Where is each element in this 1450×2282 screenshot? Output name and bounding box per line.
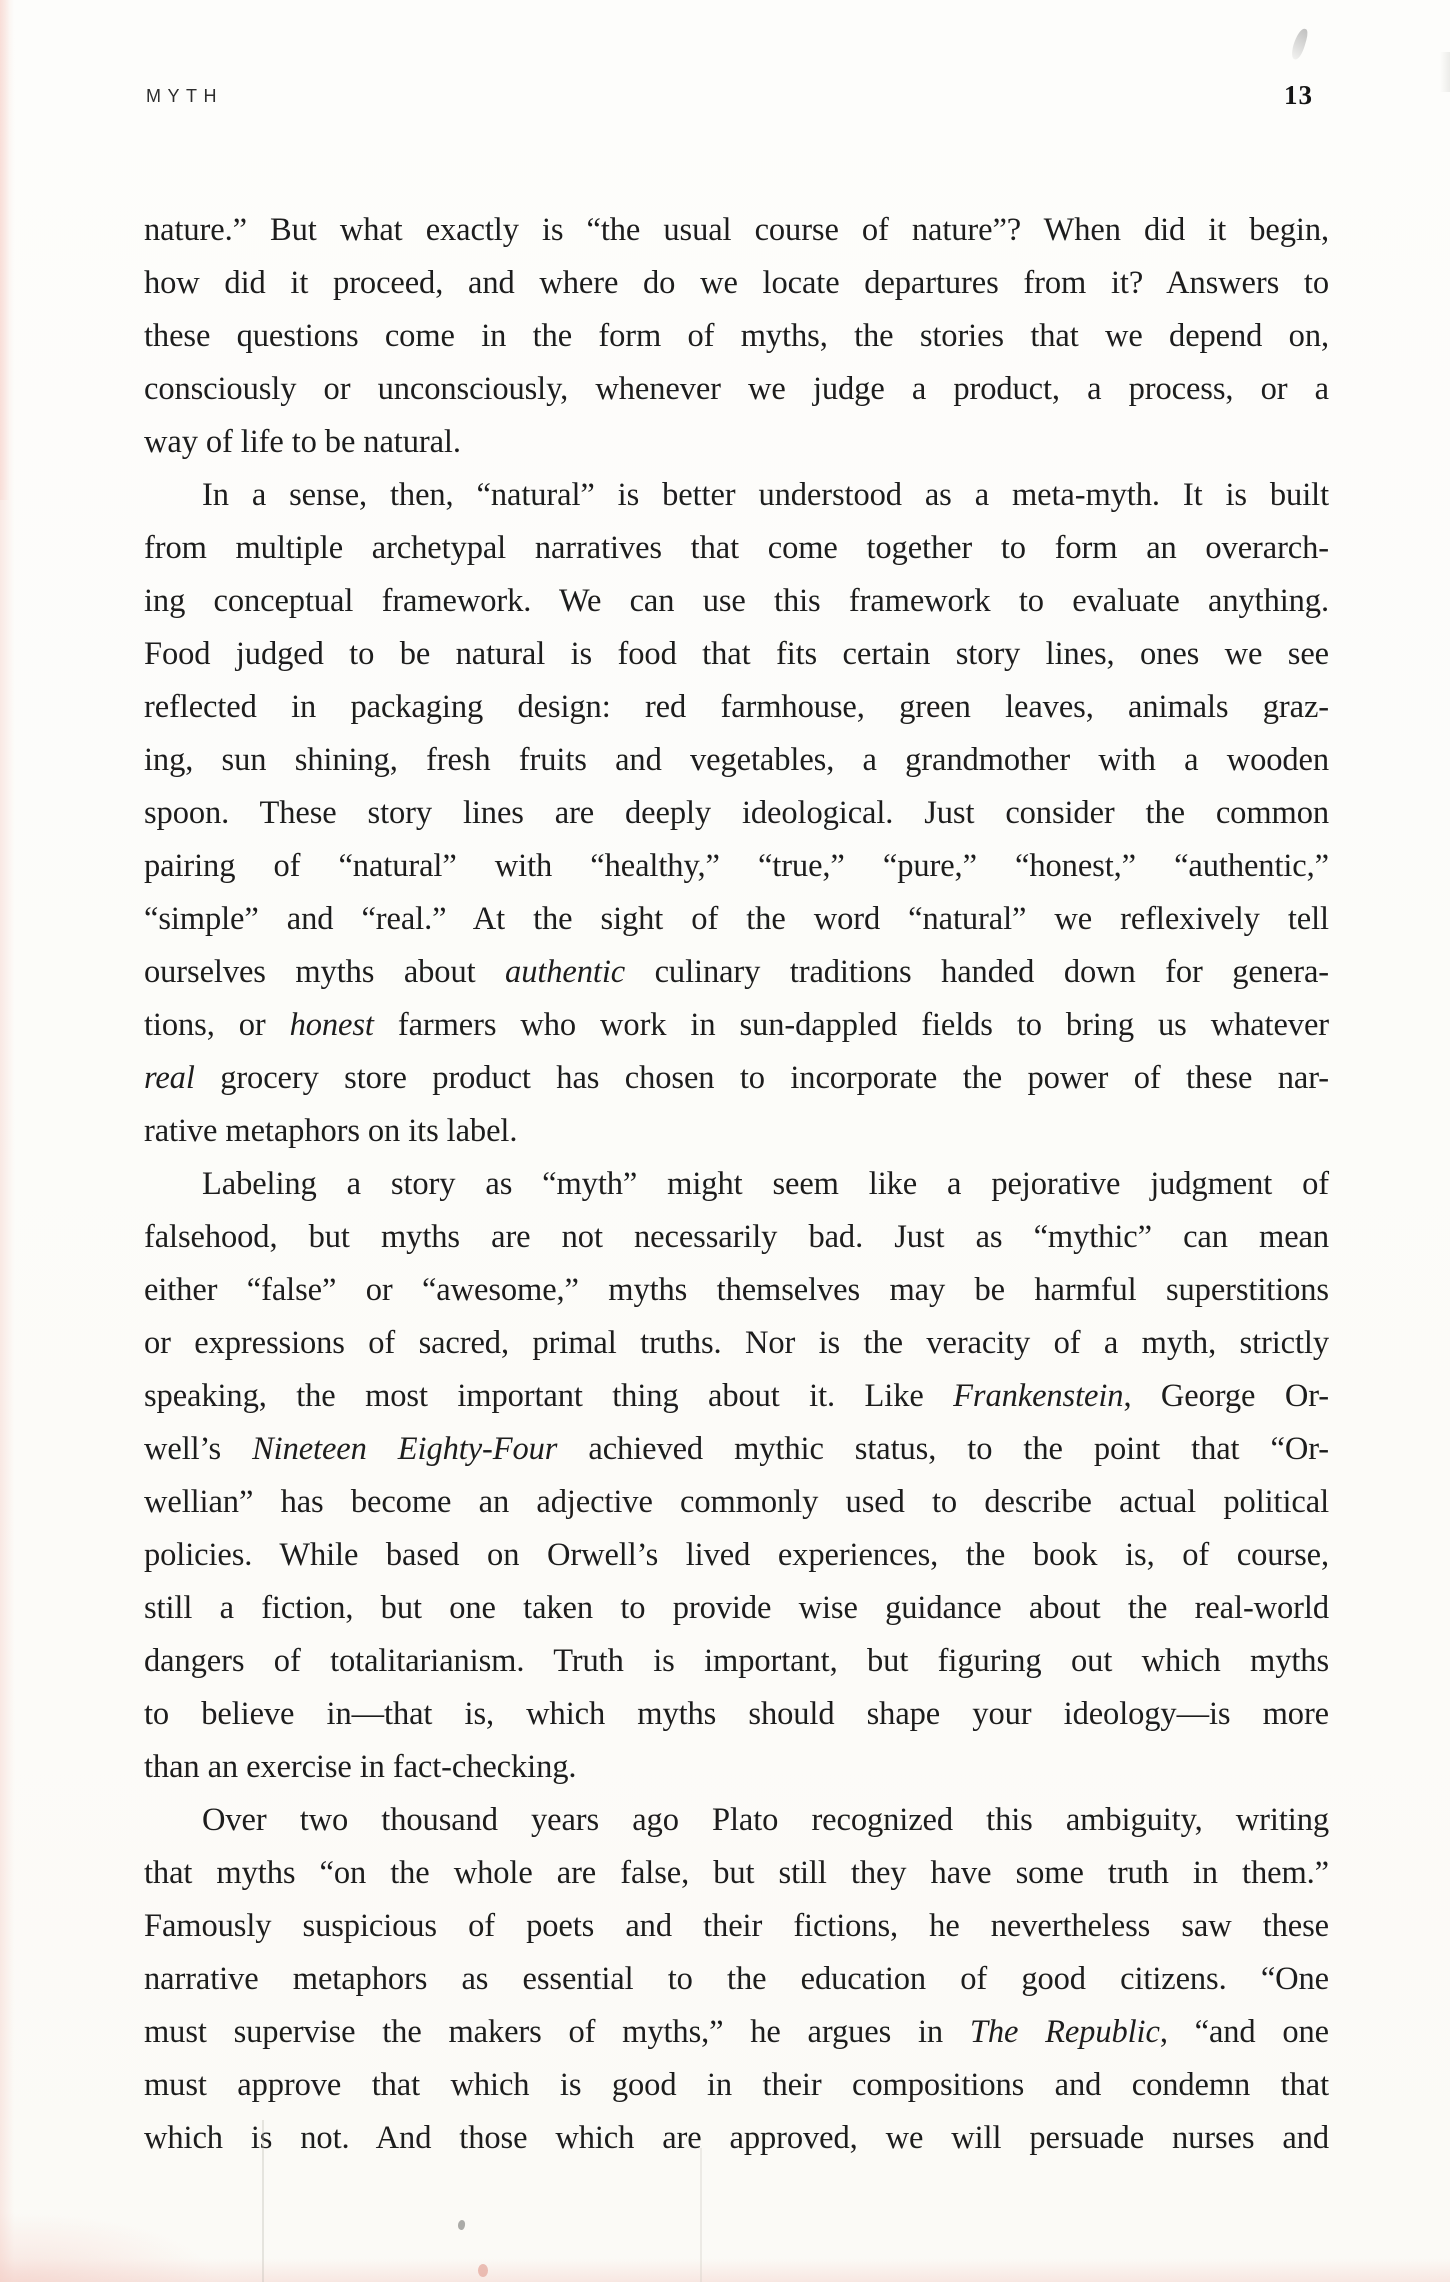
- text-line: nature.” But what exactly is “the usual course of nature”? When did it begin,: [144, 212, 1329, 248]
- text-line: Famously suspicious of poets and their fictions, he nevertheless saw these: [144, 1908, 1329, 1944]
- text-line: “simple” and “real.” At the sight of the word “natural” we reflexively tell: [144, 901, 1329, 937]
- text-line: way of life to be natural.: [144, 424, 461, 460]
- text-line: rative metaphors on its label.: [144, 1113, 518, 1149]
- scan-edge-tint-bottom: [0, 2258, 1450, 2282]
- text-line: dangers of totalitarianism. Truth is important, but figuring out which myths: [144, 1643, 1329, 1679]
- text-line: must supervise the makers of myths,” he argues in The Republic, “and one: [144, 2014, 1330, 2050]
- text-line: speaking, the most important thing about it. Like Frankenstein, George Or-: [144, 1378, 1329, 1414]
- scan-edge-tint-left-top: [0, 0, 10, 500]
- text-line: well’s Nineteen Eighty-Four achieved mythic status, to the point that “Or-: [144, 1431, 1330, 1467]
- text-line: or expressions of sacred, primal truths. Nor is the veracity of a myth, strictly: [144, 1325, 1329, 1361]
- text-line: real grocery store product has chosen to incorporate the power of these nar-: [144, 1060, 1329, 1096]
- text-line: either “false” or “awesome,” myths themselves may be harmful superstitions: [144, 1272, 1329, 1308]
- text-line: tions, or honest farmers who work in sun-dappled fields to bring us whatever: [144, 1007, 1329, 1043]
- text-line: falsehood, but myths are not necessarily bad. Just as “mythic” can mean: [144, 1219, 1329, 1255]
- text-line: than an exercise in fact-checking.: [144, 1749, 577, 1785]
- scan-smudge: [1440, 52, 1450, 92]
- paragraph: [144, 204, 1329, 469]
- text-line: In a sense, then, “natural” is better understood as a meta-myth. It is built: [202, 477, 1329, 513]
- text-line: that myths “on the whole are false, but still they have some truth in them.”: [144, 1855, 1329, 1891]
- text-line: pairing of “natural” with “healthy,” “true,” “pure,” “honest,” “authentic,”: [144, 848, 1329, 884]
- text-line: still a fiction, but one taken to provide wise guidance about the real-world: [144, 1590, 1329, 1626]
- text-line: narrative metaphors as essential to the education of good citizens. “One: [144, 1961, 1329, 1997]
- text-line: wellian” has become an adjective commonly used to describe actual political: [144, 1484, 1329, 1520]
- scan-crease-line: [700, 2148, 702, 2282]
- text-line: ing, sun shining, fresh fruits and vegetables, a grandmother with a wooden: [144, 742, 1329, 778]
- scan-speck: [457, 2219, 466, 2230]
- text-line: Over two thousand years ago Plato recognized this ambiguity, writing: [202, 1802, 1329, 1838]
- scan-edge-tint-left: [0, 0, 16, 2282]
- text-line: reflected in packaging design: red farmhouse, green leaves, animals graz-: [144, 689, 1329, 725]
- scan-corner-tint: [0, 2212, 220, 2282]
- paragraph: [144, 469, 1329, 1158]
- paragraph: [144, 1794, 1329, 2165]
- scan-speck-red: [478, 2264, 488, 2277]
- text-line: must approve that which is good in their compositions and condemn that: [144, 2067, 1329, 2103]
- text-line: spoon. These story lines are deeply ideological. Just consider the common: [144, 795, 1329, 831]
- text-line: to believe in—that is, which myths should shape your ideology—is more: [144, 1696, 1329, 1732]
- page-body: [144, 204, 1329, 2165]
- text-line: ing conceptual framework. We can use this framework to evaluate anything.: [144, 583, 1329, 619]
- text-line: consciously or unconsciously, whenever we judge a product, a process, or a: [144, 371, 1329, 407]
- text-line: Food judged to be natural is food that fits certain story lines, ones we see: [144, 636, 1329, 672]
- text-line: these questions come in the form of myths, the stories that we depend on,: [144, 318, 1329, 354]
- text-line: ourselves myths about authentic culinary traditions handed down for genera-: [144, 954, 1329, 990]
- text-line: from multiple archetypal narratives that come together to form an overarch-: [144, 530, 1329, 566]
- scan-stray-mark: [1290, 27, 1309, 61]
- text-line: policies. While based on Orwell’s lived experiences, the book is, of course,: [144, 1537, 1329, 1573]
- running-header-section: MYTH: [146, 86, 223, 106]
- paragraph: [144, 1158, 1329, 1794]
- text-line: Labeling a story as “myth” might seem like a pejorative judgment of: [202, 1166, 1329, 1202]
- text-line: how did it proceed, and where do we locate departures from it? Answers to: [144, 265, 1329, 301]
- page-number: 13: [1284, 80, 1313, 110]
- text-line: which is not. And those which are approved, we will persuade nurses and: [144, 2120, 1329, 2156]
